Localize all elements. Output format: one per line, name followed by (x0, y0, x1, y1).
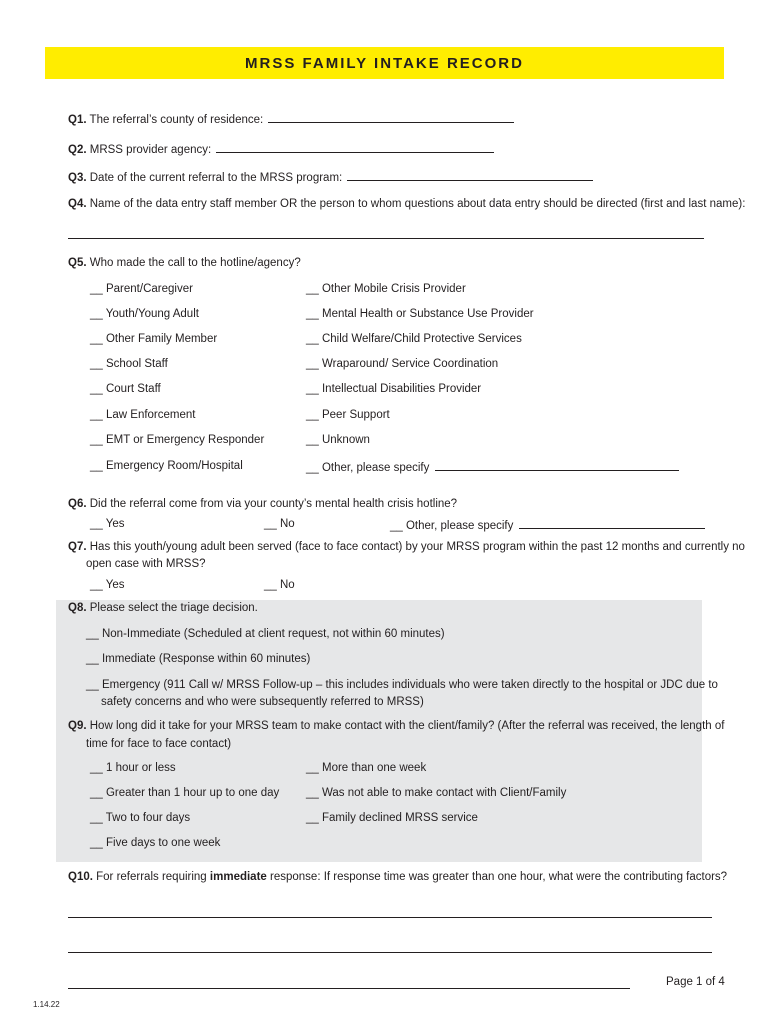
option-emergency-room[interactable]: __ Emergency Room/Hospital (90, 460, 243, 472)
option-five-days-to-week[interactable]: __ Five days to one week (90, 837, 221, 849)
question-8 (68, 602, 258, 614)
option-more-than-week[interactable]: __ More than one week (306, 762, 427, 774)
q6-yes-option[interactable]: __ Yes (90, 518, 125, 530)
option-label[interactable]: __ Other, please specify (306, 462, 430, 474)
question-7 (68, 541, 745, 553)
option-non-immediate[interactable]: __ Non-Immediate (Scheduled at client request, not within 60 minutes) (86, 628, 445, 640)
question-5 (68, 257, 301, 269)
option-other-mobile-crisis[interactable]: __ Other Mobile Crisis Provider (306, 283, 466, 295)
question-text: The referral’s county of residence: (89, 114, 264, 126)
question-number: Q8. (68, 602, 87, 614)
question-number: Q6. (68, 498, 87, 510)
factors-line-3[interactable] (68, 988, 630, 989)
option-emergency[interactable]: __ Emergency (911 Call w/ MRSS Follow-up – this includes individuals who were taken directly to the hospital or JDC due to (86, 679, 718, 691)
question-10 (68, 871, 727, 883)
q6-other-field[interactable] (519, 518, 705, 529)
question-9-continued: time for face to face contact) (86, 738, 232, 750)
option-immediate[interactable]: __ Immediate (Response within 60 minutes) (86, 653, 311, 665)
provider-agency-field[interactable] (216, 142, 494, 153)
question-number: Q3. (68, 172, 87, 184)
question-text-emphasis: immediate (209, 871, 267, 883)
question-number: Q4. (68, 198, 87, 210)
question-number: Q1. (68, 114, 87, 126)
question-text: Who made the call to the hotline/agency? (89, 257, 301, 269)
option-child-welfare[interactable]: __ Child Welfare/Child Protective Services (306, 333, 522, 345)
question-4 (68, 198, 745, 210)
page-title: MRSS FAMILY INTAKE RECORD (245, 54, 524, 72)
question-number: Q2. (68, 144, 87, 156)
question-9 (68, 720, 724, 732)
option-no-contact[interactable]: __ Was not able to make contact with Client/Family (306, 787, 567, 799)
question-number: Q5. (68, 257, 87, 269)
question-6 (68, 498, 457, 510)
option-mental-health-provider[interactable]: __ Mental Health or Substance Use Provider (306, 308, 534, 320)
option-greater-than-1-hour[interactable]: __ Greater than 1 hour up to one day (90, 787, 280, 799)
question-text: Date of the current referral to the MRSS program: (89, 172, 343, 184)
option-other-family-member[interactable]: __ Other Family Member (90, 333, 218, 345)
option-intellectual-disabilities[interactable]: __ Intellectual Disabilities Provider (306, 383, 482, 395)
q6-other-option (390, 518, 705, 532)
option-label[interactable]: __ Other, please specify (390, 520, 514, 532)
option-1-hour-or-less[interactable]: __ 1 hour or less (90, 762, 176, 774)
question-number: Q7. (68, 541, 87, 553)
q6-no-option[interactable]: __ No (264, 518, 295, 530)
option-unknown[interactable]: __ Unknown (306, 434, 370, 446)
factors-line-1[interactable] (68, 917, 712, 918)
option-emt-responder[interactable]: __ EMT or Emergency Responder (90, 434, 265, 446)
question-text: MRSS provider agency: (89, 144, 212, 156)
question-number: Q10. (68, 871, 93, 883)
q7-yes-option[interactable]: __ Yes (90, 579, 125, 591)
option-family-declined[interactable]: __ Family declined MRSS service (306, 812, 478, 824)
question-1 (68, 112, 514, 126)
version-date: 1.14.22 (33, 1000, 60, 1009)
question-3 (68, 170, 593, 184)
title-banner (45, 47, 724, 79)
factors-line-2[interactable] (68, 952, 712, 953)
option-court-staff[interactable]: __ Court Staff (90, 383, 161, 395)
other-specify-field[interactable] (435, 460, 679, 471)
question-text: Did the referral come from via your county’s mental health crisis hotline? (89, 498, 458, 510)
county-answer-field[interactable] (268, 112, 514, 123)
question-text: Please select the triage decision. (89, 602, 258, 614)
question-text-post: response: If response time was greater than one hour, what were the contributing factors? (270, 871, 728, 883)
question-number: Q9. (68, 720, 87, 732)
referral-date-field[interactable] (347, 170, 593, 181)
option-peer-support[interactable]: __ Peer Support (306, 409, 390, 421)
staff-name-field[interactable] (68, 238, 704, 239)
question-text: How long did it take for your MRSS team to make contact with the client/family? (After the referral was received, the length of (89, 720, 725, 732)
option-school-staff[interactable]: __ School Staff (90, 358, 168, 370)
option-parent-caregiver[interactable]: __ Parent/Caregiver (90, 283, 193, 295)
option-emergency-continued: safety concerns and who were subsequently referred to MRSS) (101, 696, 424, 708)
option-two-to-four-days[interactable]: __ Two to four days (90, 812, 191, 824)
question-text: Name of the data entry staff member OR the person to whom questions about data entry should be directed (first and last name): (89, 198, 746, 210)
option-law-enforcement[interactable]: __ Law Enforcement (90, 409, 196, 421)
question-7-continued: open case with MRSS? (86, 558, 206, 570)
option-wraparound[interactable]: __ Wraparound/ Service Coordination (306, 358, 499, 370)
q7-no-option[interactable]: __ No (264, 579, 295, 591)
page-number: Page 1 of 4 (666, 976, 725, 988)
option-other-specify (306, 460, 679, 474)
option-youth-young-adult[interactable]: __ Youth/Young Adult (90, 308, 199, 320)
question-2 (68, 142, 494, 156)
question-text: Has this youth/young adult been served (face to face contact) by your MRSS program within the past 12 months and currently no (89, 541, 745, 553)
question-text-pre: For referrals requiring (96, 871, 207, 883)
